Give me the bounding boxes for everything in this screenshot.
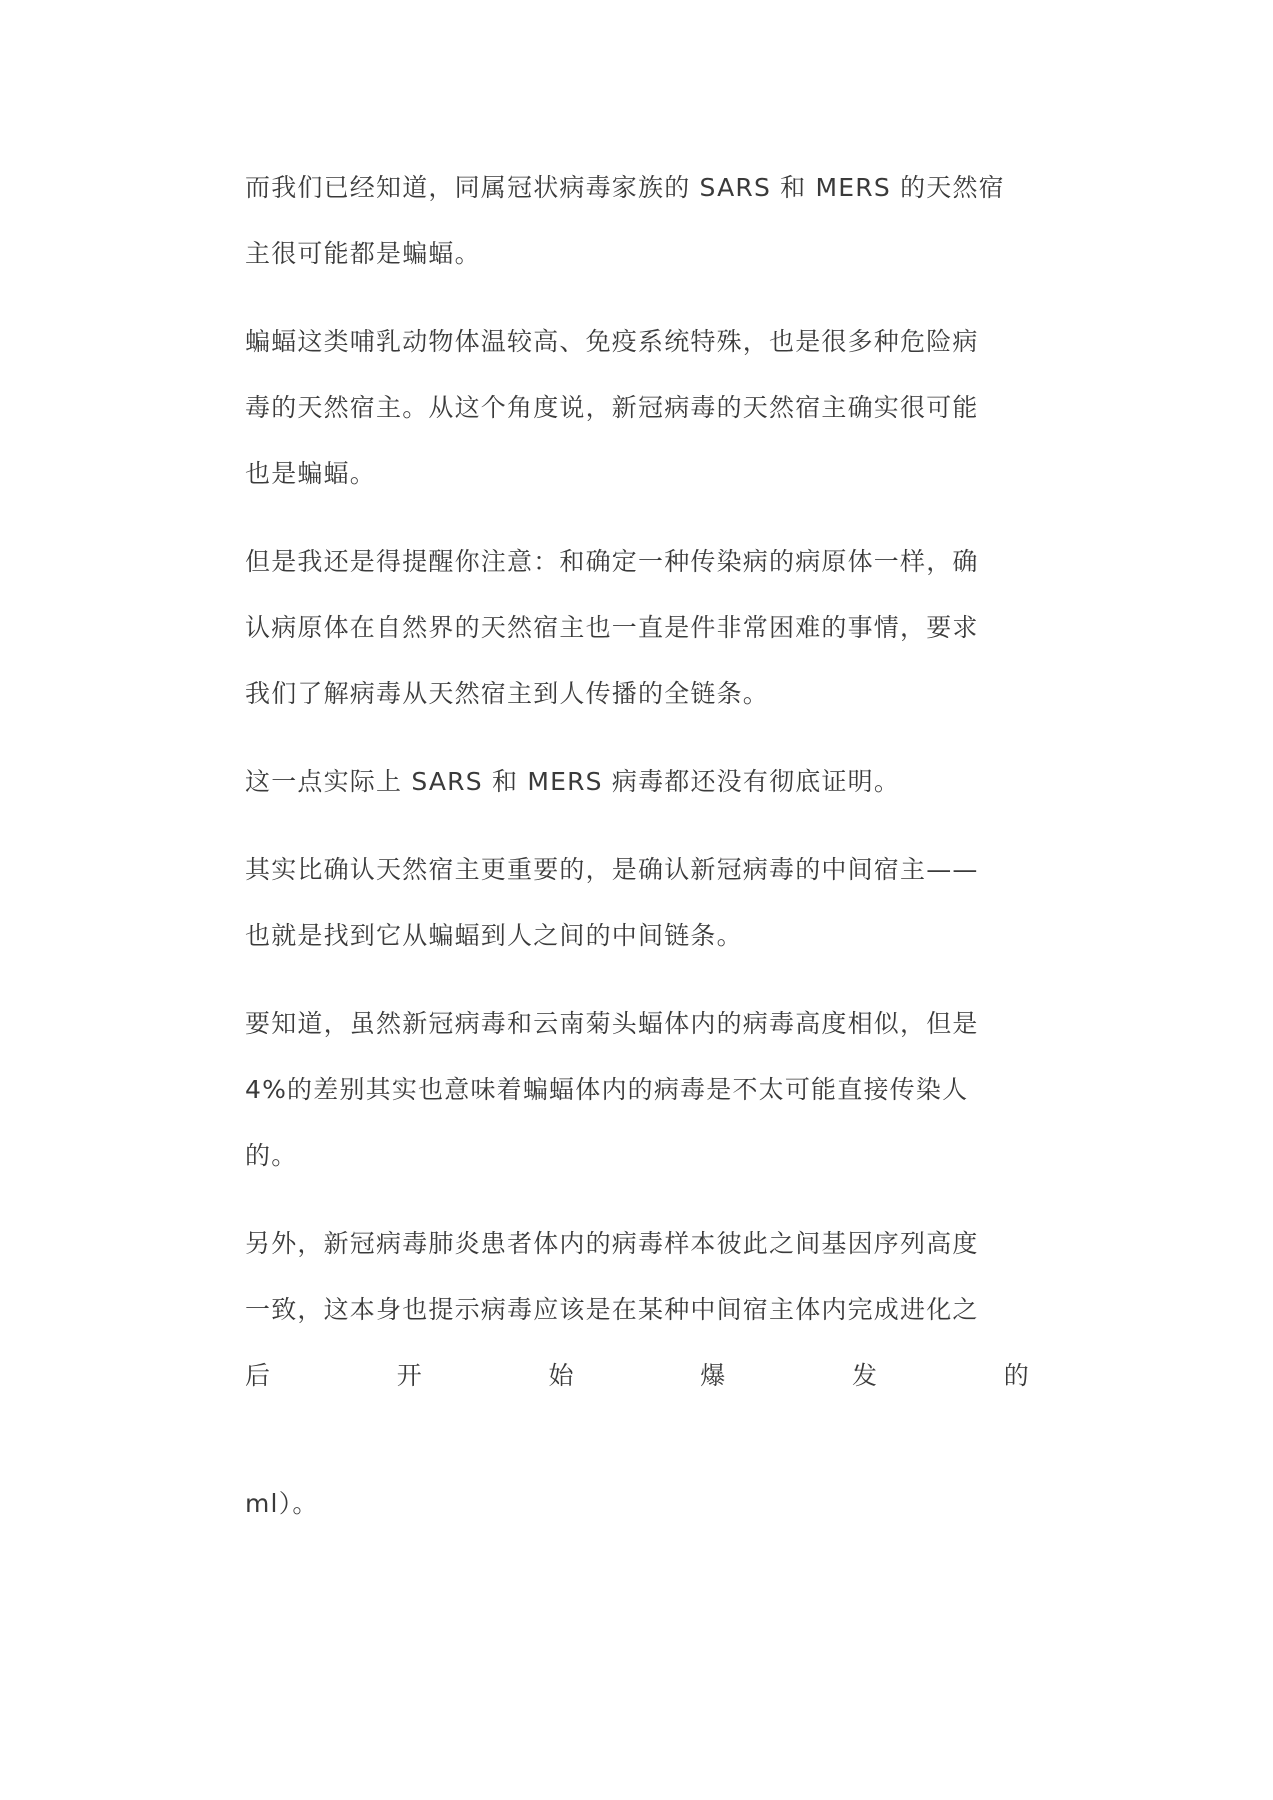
paragraph-4 bbox=[245, 749, 1030, 815]
spread-char: 的 bbox=[1003, 1361, 1030, 1390]
text-line: 一致，这本身也提示病毒应该是在某种中间宿主体内完成进化之 bbox=[245, 1295, 979, 1324]
spread-char: 始 bbox=[548, 1361, 575, 1390]
text-line: 但是我还是得提醒你注意：和确定一种传染病的病原体一样，确 bbox=[245, 547, 979, 576]
paragraph-2 bbox=[245, 309, 1030, 507]
spread-char: 爆 bbox=[700, 1361, 727, 1390]
paragraph-3 bbox=[245, 529, 1030, 727]
spread-char: 后 bbox=[245, 1361, 272, 1390]
text-line: 也是蝙蝠。 bbox=[245, 459, 377, 488]
text-line: 另外，新冠病毒肺炎患者体内的病毒样本彼此之间基因序列高度 bbox=[245, 1229, 979, 1258]
text-line: 毒的天然宿主。从这个角度说，新冠病毒的天然宿主确实很可能 bbox=[245, 393, 979, 422]
text-line: 蝙蝠这类哺乳动物体温较高、免疫系统特殊，也是很多种危险病 bbox=[245, 327, 979, 356]
text-line: 而我们已经知道，同属冠状病毒家族的 SARS 和 MERS 的天然宿 bbox=[245, 173, 1005, 202]
text-line: 的。 bbox=[245, 1141, 298, 1170]
paragraph-6 bbox=[245, 991, 1030, 1189]
text-line: 这一点实际上 SARS 和 MERS 病毒都还没有彻底证明。 bbox=[245, 767, 901, 796]
paragraph-1 bbox=[245, 155, 1030, 287]
text-line: 要知道，虽然新冠病毒和云南菊头蝠体内的病毒高度相似，但是 bbox=[245, 1009, 979, 1038]
text-line: 我们了解病毒从天然宿主到人传播的全链条。 bbox=[245, 679, 770, 708]
paragraph-7 bbox=[245, 1211, 1030, 1537]
spread-char: 开 bbox=[396, 1361, 423, 1390]
text-line: 认病原体在自然界的天然宿主也一直是件非常困难的事情，要求 bbox=[245, 613, 979, 642]
text-line: 也就是找到它从蝙蝠到人之间的中间链条。 bbox=[245, 921, 743, 950]
text-line-tail: ml）。 bbox=[245, 1489, 319, 1518]
text-line: 4%的差别其实也意味着蝙蝠体内的病毒是不太可能直接传染人 bbox=[245, 1075, 969, 1104]
text-line: 其实比确认天然宿主更重要的，是确认新冠病毒的中间宿主—— bbox=[245, 855, 979, 884]
justified-text-line bbox=[245, 1343, 1030, 1409]
paragraph-5 bbox=[245, 837, 1030, 969]
article-body bbox=[245, 155, 1030, 1559]
spread-char: 发 bbox=[852, 1361, 879, 1390]
text-line: 主很可能都是蝙蝠。 bbox=[245, 239, 481, 268]
